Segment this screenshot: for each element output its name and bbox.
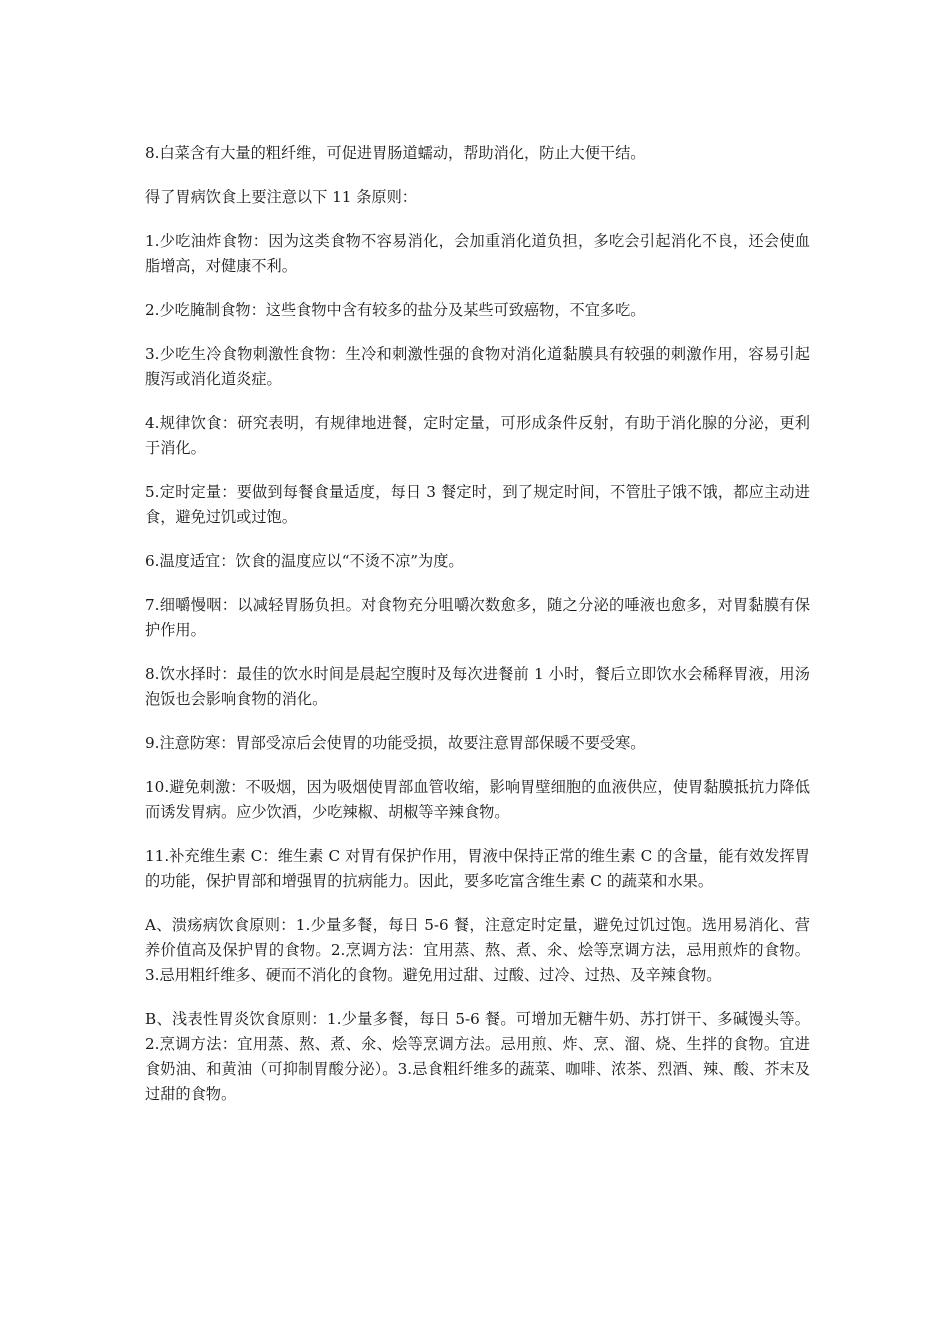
paragraph-principle-1: 1.少吃油炸食物：因为这类食物不容易消化，会加重消化道负担，多吃会引起消化不良，还会使血脂增高，对健康不利。 (145, 232, 810, 275)
paragraph-cabbage-fiber: 8.白菜含有大量的粗纤维，可促进胃肠道蠕动，帮助消化，防止大便干结。 (145, 144, 646, 162)
paragraph-principle-4: 4.规律饮食：研究表明，有规律地进餐，定时定量，可形成条件反射，有助于消化腺的分泌，更利于消化。 (145, 414, 810, 457)
paragraph-principle-7: 7.细嚼慢咽：以减轻胃肠负担。对食物充分咀嚼次数愈多，随之分泌的唾液也愈多，对胃黏膜有保护作用。 (145, 596, 810, 639)
paragraph-gastritis-diet: B、浅表性胃炎饮食原则：1.少量多餐，每日 5-6 餐。可增加无糖牛奶、苏打饼干、多碱馒头等。2.烹调方法：宜用蒸、熬、煮、氽、烩等烹调方法。忌用煎、炸、烹、溜、烧、生拌的食物。宜进食奶油、和黄油（可抑制胃酸分泌）。3.忌食粗纤维多的蔬菜、咖啡、浓茶、烈酒、辣、酸、芥末及过甜的食物。 (145, 1010, 810, 1103)
paragraph-principle-6: 6.温度适宜：饮食的温度应以“不烫不凉”为度。 (145, 552, 464, 570)
paragraph-principle-10: 10.避免刺激：不吸烟，因为吸烟使胃部血管收缩，影响胃壁细胞的血液供应，使胃黏膜抵抗力降低而诱发胃病。应少饮酒，少吃辣椒、胡椒等辛辣食物。 (145, 778, 810, 821)
paragraph-principle-3: 3.少吃生冷食物刺激性食物：生冷和刺激性强的食物对消化道黏膜具有较强的刺激作用，容易引起腹泻或消化道炎症。 (145, 345, 810, 388)
paragraph-ulcer-diet: A、溃疡病饮食原则：1.少量多餐，每日 5-6 餐，注意定时定量，避免过饥过饱。选用易消化、营养价值高及保护胃的食物。2.烹调方法：宜用蒸、熬、煮、氽、烩等烹调方法，忌用煎炸的食物。3.忌用粗纤维多、硬而不消化的食物。避免用过甜、过酸、过冷、过热、及辛辣食物。 (145, 916, 810, 984)
paragraph-principle-8: 8.饮水择时：最佳的饮水时间是晨起空腹时及每次进餐前 1 小时，餐后立即饮水会稀释胃液，用汤泡饭也会影响食物的消化。 (145, 665, 810, 708)
paragraph-principle-11: 11.补充维生素 C：维生素 C 对胃有保护作用，胃液中保持正常的维生素 C 的含量，能有效发挥胃的功能，保护胃部和增强胃的抗病能力。因此，要多吃富含维生素 C 的蔬菜和水果。 (145, 847, 810, 890)
paragraph-principle-2: 2.少吃腌制食物：这些食物中含有较多的盐分及某些可致癌物，不宜多吃。 (145, 301, 646, 319)
paragraph-principles-intro: 得了胃病饮食上要注意以下 11 条原则： (145, 188, 417, 206)
paragraph-principle-5: 5.定时定量：要做到每餐食量适度，每日 3 餐定时，到了规定时间，不管肚子饿不饿，都应主动进食，避免过饥或过饱。 (145, 483, 810, 526)
document-body (145, 141, 810, 1126)
paragraph-principle-9: 9.注意防寒：胃部受凉后会使胃的功能受损，故要注意胃部保暖不要受寒。 (145, 734, 646, 752)
